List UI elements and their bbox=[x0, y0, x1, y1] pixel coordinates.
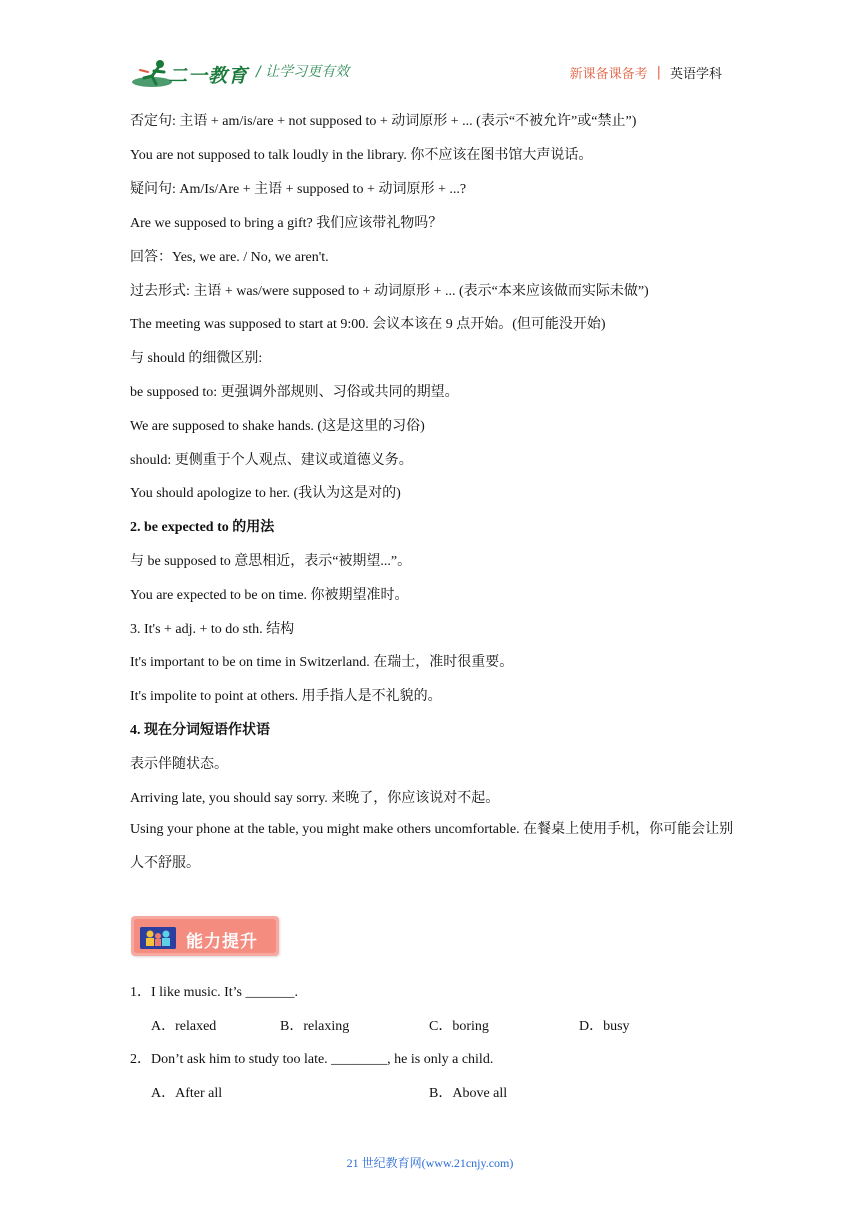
question-stem: 2．Don’t ask him to study too late. ________, he is only a child. bbox=[130, 1052, 494, 1067]
header-separator: | bbox=[656, 65, 661, 80]
text-line: 过去形式: 主语 + was/were supposed to + 动词原形 + ... (表示“本来应该做而实际未做”) bbox=[130, 284, 649, 299]
badge-label: 能力提升 bbox=[186, 932, 258, 952]
option-b: B．relaxing bbox=[280, 1019, 350, 1034]
text-line: 表示伴随状态。 bbox=[130, 757, 228, 772]
option-a: A．After all bbox=[151, 1086, 223, 1101]
option-d: D．busy bbox=[579, 1019, 630, 1034]
page-header bbox=[0, 0, 860, 100]
text-line: You are expected to be on time. 你被期望准时。 bbox=[130, 588, 409, 603]
header-subject: 英语学科 bbox=[669, 67, 722, 82]
option-c: C．boring bbox=[429, 1019, 489, 1034]
header-course-label: 新课备课备考 bbox=[569, 67, 648, 82]
question-stem: 1．I like music. It’s _______. bbox=[130, 985, 298, 1000]
text-line: 否定句: 主语 + am/is/are + not supposed to + 动词原形 + ... (表示“不被允许”或“禁止”) bbox=[130, 114, 637, 129]
slogan: / 让学习更有效 bbox=[256, 64, 350, 80]
text-line: We are supposed to shake hands. (这是这里的习俗) bbox=[130, 419, 425, 434]
section-heading: 3. It's + adj. + to do sth. 结构 bbox=[130, 622, 295, 637]
ability-section-badge bbox=[131, 916, 279, 956]
option-a: A．relaxed bbox=[151, 1019, 217, 1034]
logo-text: 二一教育 bbox=[168, 65, 249, 87]
footer-link[interactable]: 21 世纪教育网(www.21cnjy.com) bbox=[346, 1156, 514, 1170]
text-line: You should apologize to her. (我认为这是对的) bbox=[130, 486, 401, 501]
text-line: be supposed to: 更强调外部规则、习俗或共同的期望。 bbox=[130, 385, 459, 400]
text-line: 与 be supposed to 意思相近，表示“被期望...”。 bbox=[130, 554, 412, 569]
text-line: 回答：Yes, we are. / No, we aren't. bbox=[130, 250, 329, 265]
text-line: Arriving late, you should say sorry. 来晚了，你应该说对不起。 bbox=[130, 791, 500, 806]
section-heading: 2. be expected to 的用法 bbox=[130, 520, 275, 535]
text-line: The meeting was supposed to start at 9:00. 会议本该在 9 点开始。(但可能没开始) bbox=[130, 317, 606, 332]
section-heading: 4. 现在分词短语作状语 bbox=[130, 723, 270, 738]
text-line: It's impolite to point at others. 用手指人是不礼貌的。 bbox=[130, 689, 442, 704]
text-line: 疑问句: Am/Is/Are + 主语 + supposed to + 动词原形 + ...? bbox=[130, 182, 467, 197]
text-line: You are not supposed to talk loudly in the library. 你不应该在图书馆大声说话。 bbox=[130, 148, 593, 163]
text-line: Are we supposed to bring a gift? 我们应该带礼物吗？ bbox=[130, 216, 443, 231]
text-line: Using your phone at the table, you might make others uncomfortable. 在餐桌上使用手机，你可能会让别人不舒服。 bbox=[130, 822, 734, 871]
text-line: 与 should 的细微区别: bbox=[130, 351, 263, 366]
text-line: should: 更侧重于个人观点、建议或道德义务。 bbox=[130, 453, 413, 468]
header-right bbox=[570, 63, 722, 82]
option-b: B．Above all bbox=[429, 1086, 508, 1101]
people-icon bbox=[140, 927, 176, 949]
text-line: It's important to be on time in Switzerland. 在瑞士，准时很重要。 bbox=[130, 655, 514, 670]
